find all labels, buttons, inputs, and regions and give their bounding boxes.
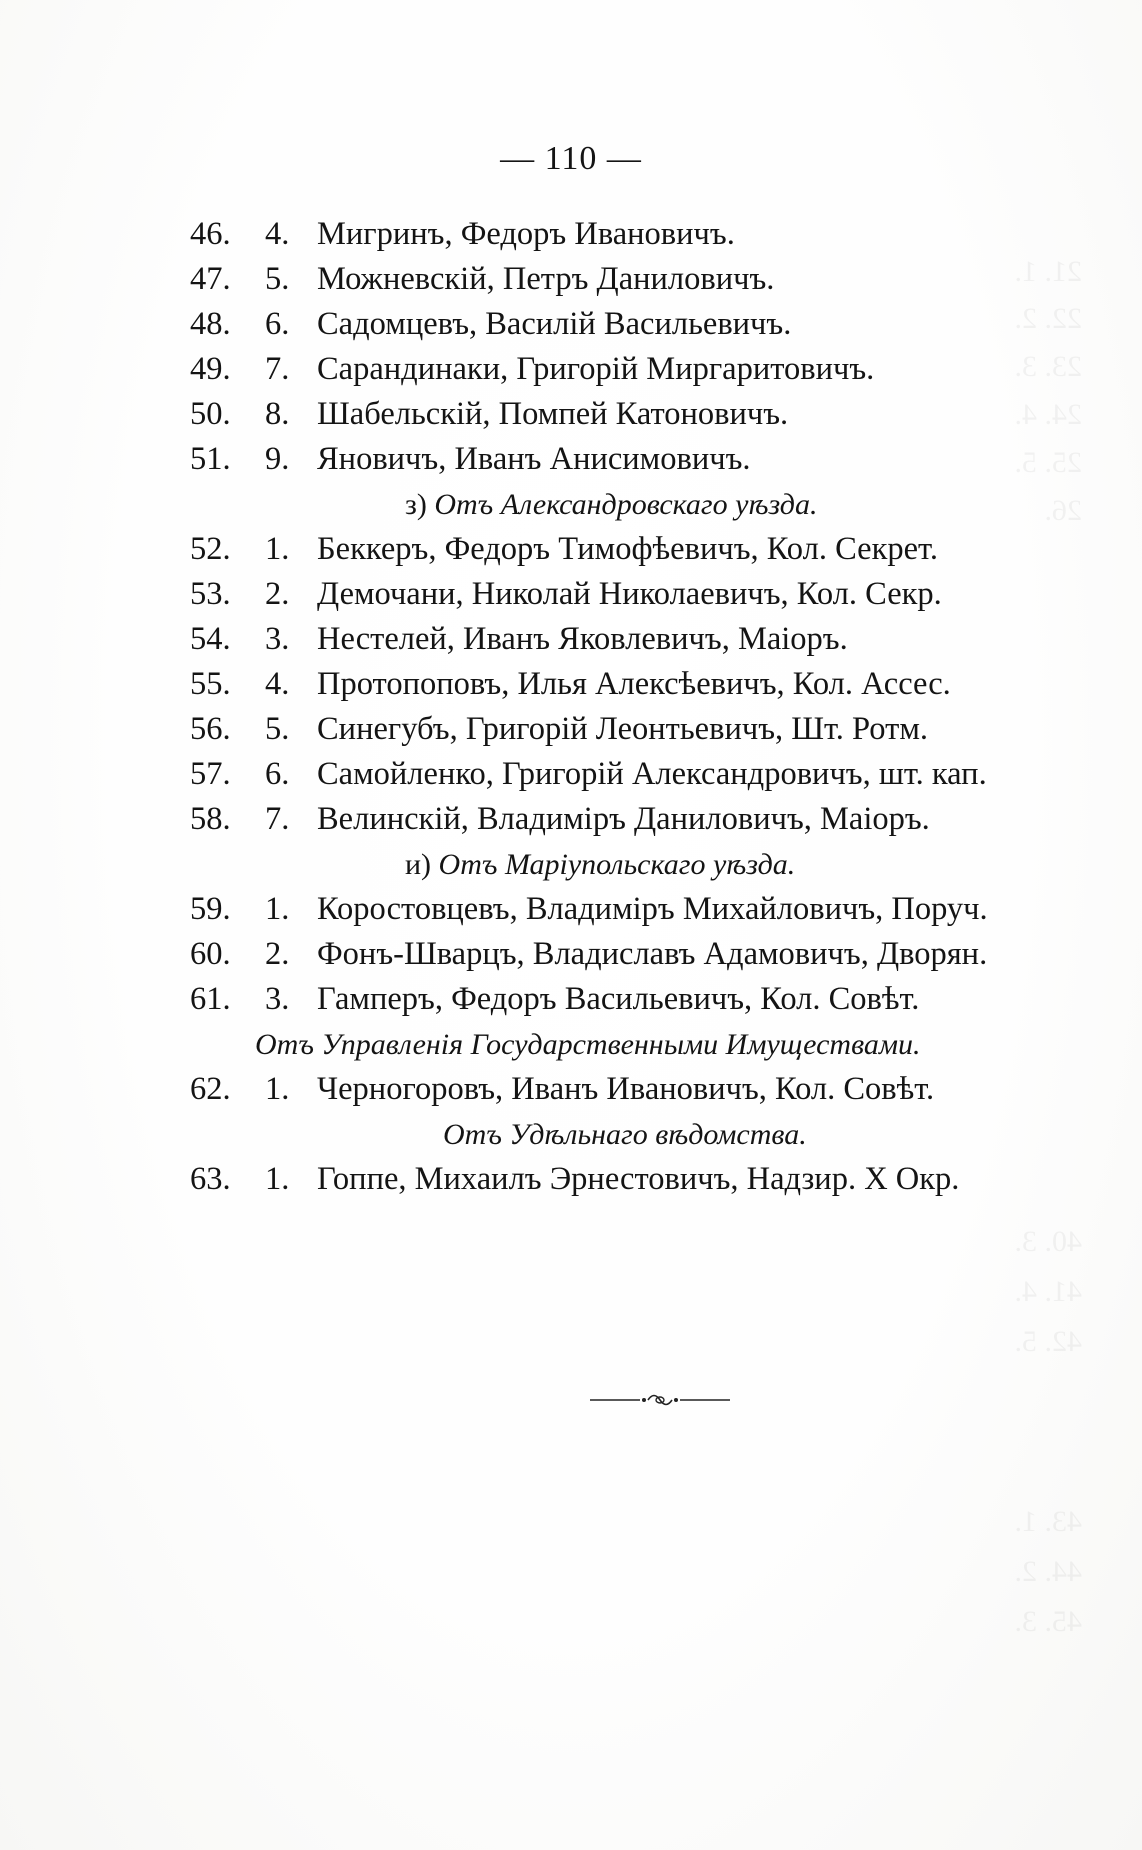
entry-subnumber: 1. <box>265 1071 290 1107</box>
entry-number: 54. <box>190 621 231 657</box>
entry-number: 56. <box>190 711 231 747</box>
entry-name: Нестелей, Иванъ Яковлевичъ, Маіоръ. <box>317 621 848 657</box>
entry-number: 61. <box>190 981 231 1017</box>
section-heading-text: Отъ Маріупольскаго уѣзда. <box>438 848 796 881</box>
entry-name: Мигринъ, Федоръ Ивановичъ. <box>317 216 735 252</box>
section-heading-text: Отъ Удѣльнаго вѣдомства. <box>443 1118 807 1151</box>
entry-subnumber: 3. <box>265 981 290 1017</box>
section-heading-text: Отъ Управленія Государственными Имуществами. <box>255 1028 921 1061</box>
entry-subnumber: 2. <box>265 576 290 612</box>
list-item <box>190 212 1130 257</box>
entry-name: Протопоповъ, Илья Алексѣевичъ, Кол. Ассес. <box>317 666 951 702</box>
entry-subnumber: 3. <box>265 621 290 657</box>
section-heading <box>190 842 1130 887</box>
entry-number: 46. <box>190 216 231 252</box>
entry-name: Можневскій, Петръ Даниловичъ. <box>317 261 775 297</box>
entry-subnumber: 4. <box>265 216 290 252</box>
entry-number: 51. <box>190 441 231 477</box>
entry-name: Демочани, Николай Николаевичъ, Кол. Секр. <box>317 576 942 612</box>
entry-name: Яновичъ, Иванъ Анисимовичъ. <box>317 441 751 477</box>
list-item <box>190 437 1130 482</box>
entry-number: 58. <box>190 801 231 837</box>
section-heading <box>190 1022 1130 1067</box>
entry-name: Беккеръ, Федоръ Тимофѣевичъ, Кол. Секрет. <box>317 531 938 567</box>
entry-subnumber: 5. <box>265 261 290 297</box>
list-item <box>190 662 1130 707</box>
list-item <box>190 752 1130 797</box>
entry-name: Фонъ-Шварцъ, Владиславъ Адамовичъ, Дворян. <box>317 936 988 972</box>
list-item <box>190 977 1130 1022</box>
entry-name: Велинскій, Владиміръ Даниловичъ, Маіоръ. <box>317 801 930 837</box>
entry-number: 62. <box>190 1071 231 1107</box>
entry-name: Гамперъ, Федоръ Васильевичъ, Кол. Совѣт. <box>317 981 920 1017</box>
section-heading-letter: и) <box>405 848 432 881</box>
entry-name: Сарандинаки, Григорій Миргаритовичъ. <box>317 351 875 387</box>
section-heading <box>190 482 1130 527</box>
entry-name: Синегубъ, Григорій Леонтьевичъ, Шт. Ротм. <box>317 711 929 747</box>
entry-number: 57. <box>190 756 231 792</box>
entry-number: 48. <box>190 306 231 342</box>
list-item <box>190 707 1130 752</box>
entry-number: 50. <box>190 396 231 432</box>
list-item <box>190 347 1130 392</box>
entry-name: Черногоровъ, Иванъ Ивановичъ, Кол. Совѣт. <box>317 1071 935 1107</box>
list-item <box>190 392 1130 437</box>
entry-name: Садомцевъ, Василій Васильевичъ. <box>317 306 792 342</box>
entry-subnumber: 8. <box>265 396 290 432</box>
section-heading-text: Отъ Александровскаго уѣзда. <box>434 488 818 521</box>
list-item <box>190 527 1130 572</box>
entry-list <box>190 212 1130 1202</box>
entry-name: Коростовцевъ, Владиміръ Михайловичъ, Поруч. <box>317 891 988 927</box>
entry-number: 52. <box>190 531 231 567</box>
section-heading <box>190 1112 1130 1157</box>
entry-subnumber: 7. <box>265 801 290 837</box>
end-ornament-icon <box>590 1392 730 1408</box>
list-item <box>190 572 1130 617</box>
list-item <box>190 797 1130 842</box>
section-heading-letter: з) <box>405 488 427 521</box>
entry-name: Шабельскій, Помпей Катоновичъ. <box>317 396 789 432</box>
list-item <box>190 302 1130 347</box>
list-item <box>190 887 1130 932</box>
entry-subnumber: 1. <box>265 891 290 927</box>
entry-number: 59. <box>190 891 231 927</box>
entry-subnumber: 1. <box>265 531 290 567</box>
page-number: — 110 — <box>500 140 642 177</box>
list-item <box>190 257 1130 302</box>
list-item <box>190 1157 1130 1202</box>
entry-number: 63. <box>190 1161 231 1197</box>
entry-subnumber: 4. <box>265 666 290 702</box>
bleed-through-decoration: 21. 1. 22. 2. 23. 3. 24. 4. 25. 5. 26. 40. 3. 41. 4. 42. 5. 43. 1. 44. 2. 45. 3. <box>1014 255 1082 1638</box>
entry-subnumber: 7. <box>265 351 290 387</box>
list-item <box>190 617 1130 662</box>
entry-number: 53. <box>190 576 231 612</box>
list-item <box>190 1067 1130 1112</box>
entry-subnumber: 5. <box>265 711 290 747</box>
list-item <box>190 932 1130 977</box>
entry-number: 55. <box>190 666 231 702</box>
entry-subnumber: 2. <box>265 936 290 972</box>
entry-number: 60. <box>190 936 231 972</box>
entry-number: 49. <box>190 351 231 387</box>
entry-name: Самойленко, Григорій Александровичъ, шт. кап. <box>317 756 987 792</box>
entry-subnumber: 9. <box>265 441 290 477</box>
entry-subnumber: 6. <box>265 306 290 342</box>
entry-subnumber: 1. <box>265 1161 290 1197</box>
entry-subnumber: 6. <box>265 756 290 792</box>
entry-name: Гоппе, Михаилъ Эрнестовичъ, Надзир. X Окр. <box>317 1161 960 1197</box>
entry-number: 47. <box>190 261 231 297</box>
